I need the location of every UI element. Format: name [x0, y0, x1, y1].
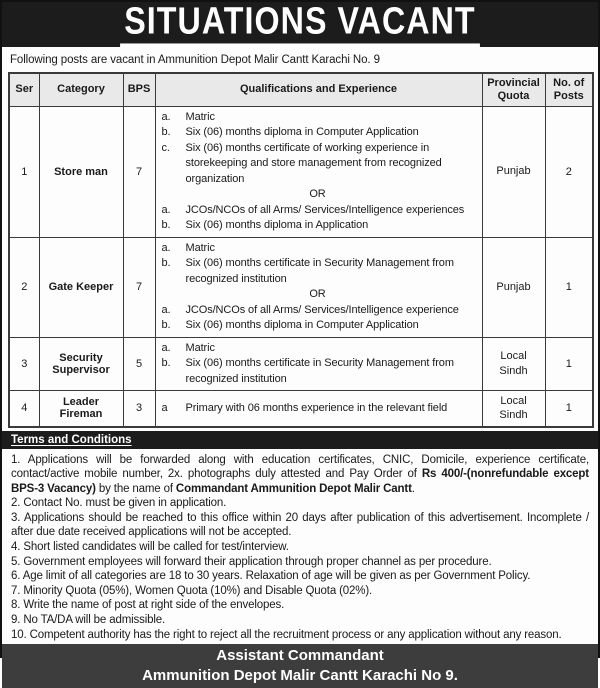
or-separator: OR	[309, 188, 326, 200]
terms-text: 5. Government employees will forward their application through proper channel as per procedure.	[11, 555, 492, 568]
qualification-label: a.	[161, 341, 171, 354]
qualification-text: Matric	[185, 341, 215, 354]
terms-item-1	[11, 453, 589, 497]
posts-cell: 1	[545, 237, 593, 337]
qualification-label: a.	[161, 241, 171, 254]
terms-text: 7. Minority Quota (05%), Women Quota (10%) and Disable Quota (02%).	[11, 584, 373, 597]
terms-item-9	[11, 613, 589, 628]
qualification-line	[162, 203, 474, 219]
ad-subtitle: Following posts are vacant in Ammunition Depot Malir Cantt Karachi No. 9	[10, 53, 380, 66]
qualification-text: Six (06) months diploma in Application	[185, 219, 369, 231]
category-cell: Store man	[39, 106, 123, 237]
category-cell: Security Supervisor	[39, 337, 123, 391]
bps-cell: 7	[123, 237, 155, 337]
qualification-text: Six (06) months certificate in Security Management from recognized institution	[185, 257, 454, 285]
qualification-line	[162, 125, 474, 141]
terms-text: 1. Applications will be forwarded along with education certificates, CNIC, Domicile, experience certificate, contact/active mobile number, 2x. photographs duly attested and Pay Order of	[11, 453, 589, 481]
qualification-text: Six (06) months certificate of working experience in storekeeping and store management from recognized organization	[185, 141, 442, 185]
column-header-1: Category	[39, 73, 123, 106]
qualification-text: Matric	[185, 241, 215, 254]
qualification-label: b.	[161, 126, 171, 138]
qualification-label: a.	[161, 203, 171, 216]
table-row	[9, 391, 593, 427]
column-header-4: Provincial Quota	[482, 73, 545, 106]
header-row	[9, 73, 593, 106]
terms-item-3	[11, 511, 589, 540]
category-cell: Gate Keeper	[39, 237, 123, 337]
terms-heading: Terms and Conditions	[11, 433, 132, 446]
posts-cell: 2	[545, 106, 593, 237]
ser-cell: 1	[9, 106, 39, 237]
qualification-label: c.	[161, 141, 170, 154]
quota-cell: Local Sindh	[482, 337, 545, 391]
ser-cell: 3	[9, 337, 39, 391]
terms-item-10	[11, 628, 589, 643]
quota-cell: Local Sindh	[482, 391, 545, 427]
qualifications-cell	[155, 106, 482, 237]
qualifications-cell	[155, 237, 482, 337]
vacancy-table-wrap	[2, 72, 598, 428]
qualification-label: b.	[161, 357, 171, 369]
footer-organization: Ammunition Depot Malir Cantt Karachi No 9.	[142, 667, 458, 685]
qualification-line	[162, 141, 474, 188]
terms-item-5	[11, 555, 589, 570]
terms-bold-text: Rs 400/-(nonrefundable except BPS-3 Vacancy)	[11, 468, 589, 495]
terms-text: 9. No TA/DA will be admissible.	[11, 614, 166, 627]
footer-band	[2, 644, 598, 688]
qualification-line	[162, 218, 474, 234]
terms-text: 4. Short listed candidates will be called for test/interview.	[11, 541, 289, 554]
page-title: SITUATIONS VACANT	[120, 2, 480, 47]
bps-cell: 7	[123, 106, 155, 237]
or-separator: OR	[309, 288, 326, 300]
footer-signatory: Assistant Commandant	[216, 647, 384, 665]
column-header-2: BPS	[123, 73, 155, 106]
qualification-text: Six (06) months diploma in Computer Application	[185, 319, 419, 331]
terms-list	[2, 449, 598, 645]
qualification-text: Primary with 06 months experience in the relevant field	[185, 401, 448, 414]
terms-text: 8. Write the name of post at right side of the envelopes.	[11, 599, 285, 612]
qualification-text: Matric	[185, 110, 215, 123]
terms-heading-bar	[2, 431, 598, 449]
terms-text: 2. Contact No. must be given in application.	[11, 497, 227, 510]
table-row	[9, 337, 593, 391]
title-band	[2, 2, 598, 47]
qualification-text: JCOs/NCOs of all Arms/ Services/Intelligence experiences	[185, 203, 465, 216]
qualification-line	[162, 110, 474, 126]
qualification-line	[162, 318, 474, 334]
qualification-label: b.	[161, 319, 171, 331]
terms-text: by the name of	[95, 482, 176, 495]
terms-item-2	[11, 496, 589, 511]
qualification-label: a.	[161, 303, 171, 316]
qualification-line	[162, 356, 474, 387]
qualification-text: Six (06) months diploma in Computer Application	[185, 126, 419, 138]
qualification-line	[162, 341, 474, 357]
qualification-line	[162, 256, 474, 287]
posts-cell: 1	[545, 337, 593, 391]
table-row	[9, 106, 593, 237]
qualification-label: b.	[161, 257, 171, 269]
qualification-label: a.	[161, 110, 171, 123]
terms-text: 10. Competent authority has the right to reject all the recruitment process or any application without any reason.	[11, 628, 562, 641]
qualification-text: Six (06) months certificate in Security Management from recognized institution	[185, 357, 454, 385]
vacancy-table-head	[9, 73, 593, 106]
column-header-5: No. of Posts	[545, 73, 593, 106]
vacancy-table-body	[9, 106, 593, 427]
table-row	[9, 237, 593, 337]
bps-cell: 3	[123, 391, 155, 427]
terms-item-6	[11, 569, 589, 584]
vacancy-table	[8, 72, 594, 428]
category-cell: Leader Fireman	[39, 391, 123, 427]
qualification-line	[162, 241, 474, 257]
terms-text: 6. Age limit of all categories are 18 to 30 years. Relaxation of age will be given as per Government Policy.	[11, 570, 531, 583]
terms-item-7	[11, 584, 589, 599]
quota-cell: Punjab	[482, 106, 545, 237]
ser-cell: 4	[9, 391, 39, 427]
terms-item-8	[11, 598, 589, 613]
terms-bold-text: Commandant Ammunition Depot Malir Cantt	[175, 482, 412, 495]
qualification-text: JCOs/NCOs of all Arms/ Services/Intelligence experience	[185, 303, 459, 316]
qualification-label: b.	[161, 219, 171, 231]
qualifications-cell	[155, 391, 482, 427]
ser-cell: 2	[9, 237, 39, 337]
column-header-3: Qualifications and Experience	[155, 73, 482, 106]
bps-cell: 5	[123, 337, 155, 391]
qualifications-cell	[155, 337, 482, 391]
terms-item-4	[11, 540, 589, 555]
terms-text: .	[411, 482, 415, 495]
quota-cell: Punjab	[482, 237, 545, 337]
qualification-line	[162, 401, 474, 417]
column-header-0: Ser	[9, 73, 39, 106]
qualification-label: a	[161, 401, 168, 414]
posts-cell: 1	[545, 391, 593, 427]
terms-text: 3. Applications should be reached to this office within 20 days after publication of this advertisement. Incomplete / after due date received applications will not be accepted.	[11, 511, 589, 539]
qualification-line	[162, 303, 474, 319]
